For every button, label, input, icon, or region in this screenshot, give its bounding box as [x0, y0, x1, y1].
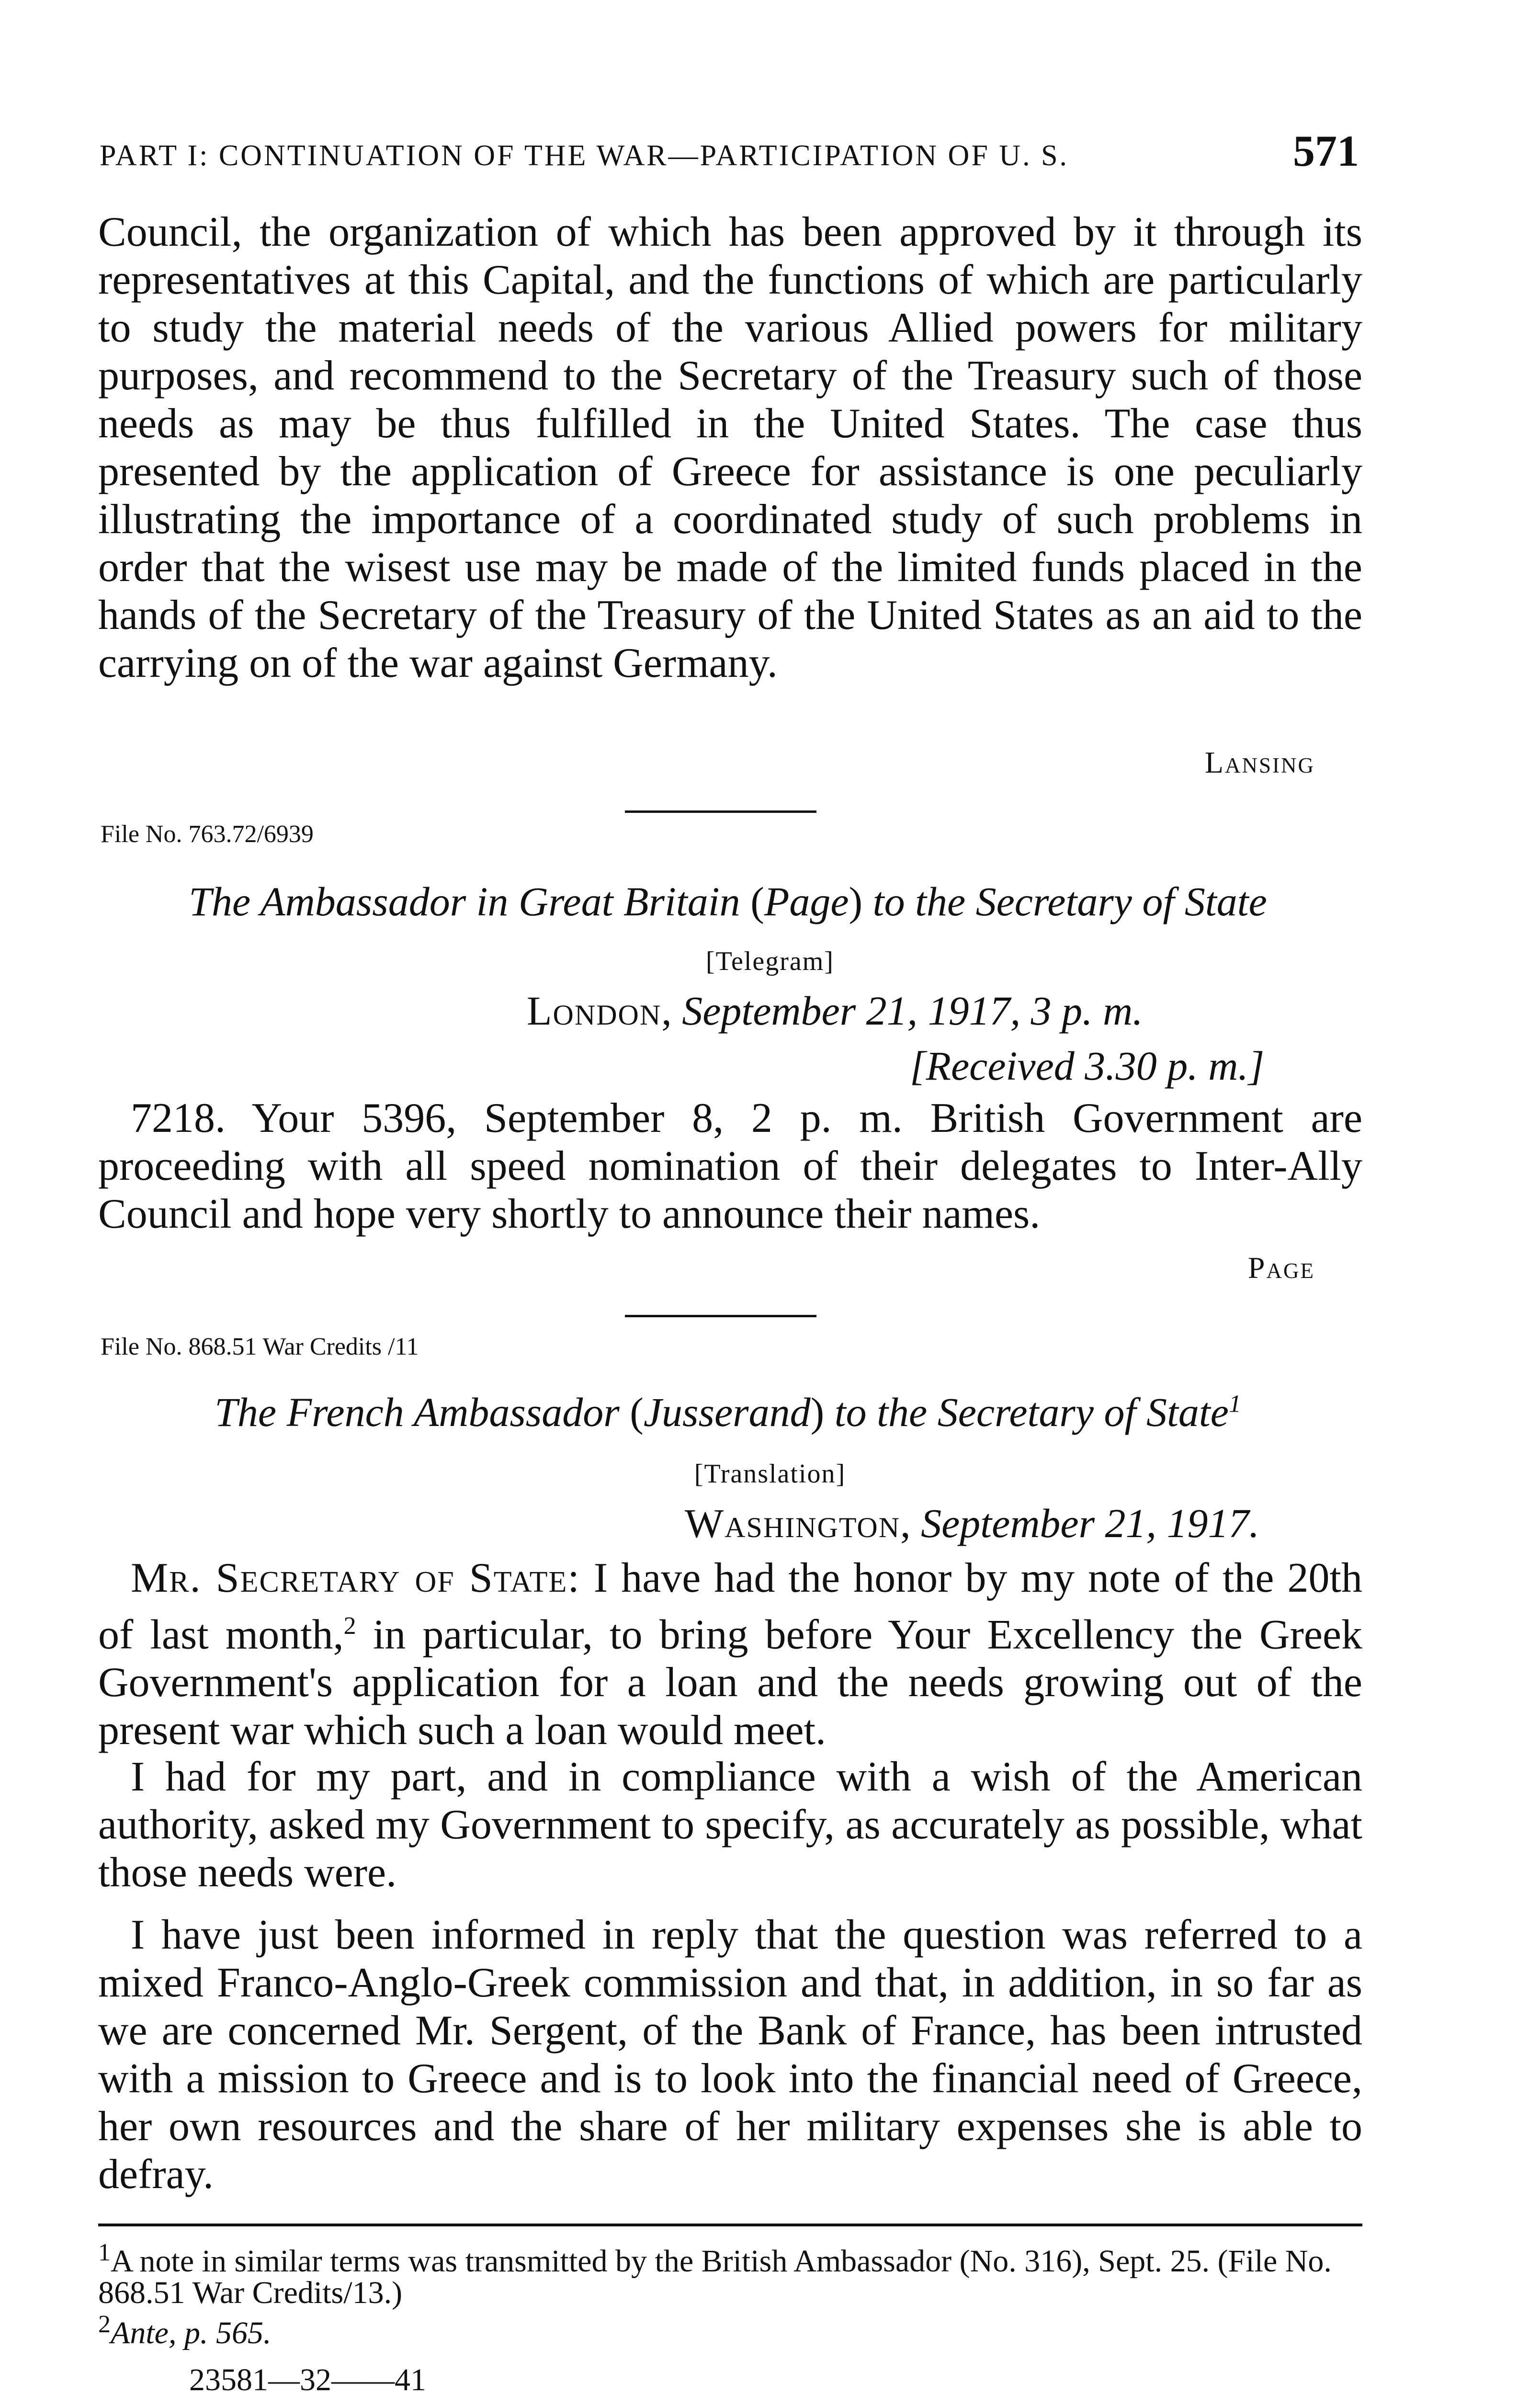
telegram-label: [Telegram] [706, 947, 834, 976]
signature-page: Page [1247, 1251, 1315, 1285]
signature-lansing: Lansing [1204, 745, 1315, 779]
title-paren: ( [750, 878, 764, 924]
footnotes [98, 2237, 1362, 2395]
footnote-ref: 2 [343, 1612, 356, 1640]
footnote-mark: 2 [98, 2311, 111, 2338]
paragraph-text: in particular, to bring before Your Excellency the Greek Government's application for a loan and the needs growing out of the present war which such a loan would meet. [98, 1611, 1363, 1754]
section-divider [625, 1315, 816, 1317]
salutation: Mr. Secretary of State: [131, 1555, 580, 1601]
dateline: Washington, September 21, 1917. [685, 1500, 1260, 1546]
title-text: The Ambassador in Great Britain [189, 878, 740, 924]
footnote-mark: 1 [98, 2239, 111, 2266]
footnote-1 [98, 2237, 1362, 2309]
printer-signature-mark: 23581—32——41 [189, 2362, 426, 2395]
page-number: 571 [1293, 126, 1359, 175]
dateline-date: September 21, 1917. [921, 1500, 1260, 1546]
title-text: to the Secretary of State [872, 878, 1267, 924]
footnote-ref: 1 [1228, 1390, 1241, 1418]
footnote-rule [98, 2224, 1362, 2226]
file-number: File No. 868.51 War Credits /11 [101, 1333, 419, 1360]
title-paren: ) [849, 878, 863, 924]
dateline-place: London [527, 988, 662, 1034]
document-title [96, 878, 1360, 925]
title-text: to the Secretary of State [834, 1389, 1229, 1435]
page-header [100, 125, 1359, 178]
letter-paragraph: I had for my part, and in compliance with a wish of the American authority, asked my Government to specify, as accurately as possible, what those needs were. [98, 1754, 1362, 1896]
paragraph-text: I have had the honor by my note of the 20th of last month, [98, 1555, 1363, 1658]
section-divider [625, 810, 816, 813]
title-paren: ( [630, 1389, 644, 1435]
running-head: PART I: CONTINUATION OF THE WAR—PARTICIPATION OF U. S. [100, 139, 1069, 172]
dateline-place: Washington [685, 1500, 901, 1546]
dateline: London, September 21, 1917, 3 p. m. [527, 988, 1143, 1034]
document-title [96, 1388, 1360, 1436]
continuation-paragraph: Council, the organization of which has been approved by it through its representatives at this Capital, and the functions of which are particularly to study the material needs of the various Allied powers for military purposes, and recommend to the Secretary of the Treasury such of those needs as may be thus fulfilled in the United States. The case thus presented by the application of Greece for assistance is one peculiarly illustrating the importance of a coordinated study of such problems in order that the wisest use may be made of the limited funds placed in the hands of the Secretary of the Treasury of the United States as an aid to the carrying on of the war against Germany. [98, 209, 1362, 686]
letter-paragraph: I have just been informed in reply that the question was referred to a mixed Franco-Anglo-Greek commission and that, in addition, in so far as we are concerned Mr. Sergent, of the Bank of France, has been intrusted with a mission to Greece and is to look into the financial need of Greece, her own resources and the share of her military expenses she is able to defray. [98, 1912, 1362, 2198]
footnote-2 [98, 2309, 1362, 2349]
received-note: [Received 3.30 p. m.] [910, 1043, 1265, 1089]
telegram-body: 7218. Your 5396, September 8, 2 p. m. British Government are proceeding with all speed nomination of their delegates to Inter-Ally Council and hope very shortly to announce their names. [98, 1095, 1362, 1237]
footnote-text: A note in similar terms was transmitted by the British Ambassador (No. 316), Sept. 25. (File No. 868.51 War Credits/13.) [98, 2244, 1332, 2310]
title-name: Page [764, 878, 849, 924]
title-paren: ) [810, 1389, 825, 1435]
footnote-text: Ante, p. 565. [111, 2315, 272, 2350]
translation-label: [Translation] [694, 1459, 846, 1489]
title-name: Jusserand [643, 1389, 811, 1435]
title-text: The French Ambassador [215, 1389, 620, 1435]
letter-paragraph [98, 1554, 1362, 1755]
file-number: File No. 763.72/6939 [101, 821, 314, 848]
dateline-date: September 21, 1917, 3 p. m. [682, 988, 1143, 1034]
